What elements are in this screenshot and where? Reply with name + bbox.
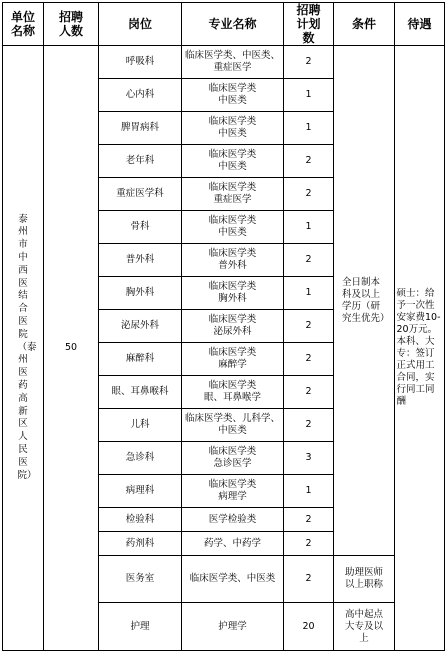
post-cell: 麻醉科: [99, 343, 182, 376]
major-cell: 临床医学类、儿科学、中医类: [182, 409, 284, 442]
post-cell: 胸外科: [99, 277, 182, 310]
major-cell: 临床医学类 中医类: [182, 211, 284, 244]
post-cell: 药剂科: [99, 532, 182, 556]
major-cell: 临床医学类 病理学: [182, 475, 284, 508]
post-cell: 心内科: [99, 79, 182, 112]
post-cell: 儿科: [99, 409, 182, 442]
plan-cell: 2: [284, 409, 334, 442]
recruitment-table: [2, 2, 445, 651]
plan-cell: 2: [284, 508, 334, 532]
major-cell: 临床医学类 泌尿外科: [182, 310, 284, 343]
post-cell: 病理科: [99, 475, 182, 508]
post-cell: 脾胃病科: [99, 112, 182, 145]
major-cell: 临床医学类 普外科: [182, 244, 284, 277]
major-cell: 临床医学类、中医类、重症医学: [182, 46, 284, 79]
major-cell: 临床医学类 中医类: [182, 112, 284, 145]
header-treatment: 待遇: [395, 3, 445, 46]
post-cell: 急诊科: [99, 442, 182, 475]
header-major: 专业名称: [182, 3, 284, 46]
condition-clinic-cell: 助理医师以上职称: [334, 556, 395, 603]
plan-cell: 1: [284, 112, 334, 145]
plan-cell: 1: [284, 79, 334, 112]
condition-nursing-cell: 高中起点大专及以上: [334, 603, 395, 651]
plan-cell: 1: [284, 475, 334, 508]
plan-cell: 1: [284, 211, 334, 244]
header-unit: 单位名称: [3, 3, 44, 46]
post-cell: 普外科: [99, 244, 182, 277]
plan-cell: 20: [284, 603, 334, 651]
plan-cell: 2: [284, 46, 334, 79]
plan-cell: 2: [284, 556, 334, 603]
major-cell: 临床医学类、中医类: [182, 556, 284, 603]
post-cell: 重症医学科: [99, 178, 182, 211]
header-recruit: 招聘人数: [44, 3, 99, 46]
plan-cell: 2: [284, 310, 334, 343]
recruit-total-cell: 50: [44, 46, 99, 651]
plan-cell: 2: [284, 376, 334, 409]
plan-cell: 2: [284, 145, 334, 178]
post-cell: 检验科: [99, 508, 182, 532]
post-cell: 泌尿外科: [99, 310, 182, 343]
unit-name-cell: 泰州市中西医结合医院（泰州医药高新区人民医院）: [3, 46, 44, 651]
major-cell: 医学检验类: [182, 508, 284, 532]
plan-cell: 2: [284, 343, 334, 376]
major-cell: 临床医学类 急诊医学: [182, 442, 284, 475]
post-cell: 呼吸科: [99, 46, 182, 79]
major-cell: 临床医学类 重症医学: [182, 178, 284, 211]
plan-cell: 1: [284, 277, 334, 310]
header-condition: 条件: [334, 3, 395, 46]
major-cell: 临床医学类 中医类: [182, 79, 284, 112]
major-cell: 护理学: [182, 603, 284, 651]
major-cell: 临床医学类 胸外科: [182, 277, 284, 310]
post-cell: 眼、耳鼻喉科: [99, 376, 182, 409]
plan-cell: 2: [284, 244, 334, 277]
treatment-cell: 硕士：给予一次性安家费10-20万元。本科、大专：签订正式用工合同，实行同工同酬: [395, 46, 445, 651]
major-cell: 临床医学类 中医类: [182, 145, 284, 178]
header-post: 岗位: [99, 3, 182, 46]
plan-cell: 2: [284, 178, 334, 211]
post-cell: 护理: [99, 603, 182, 651]
plan-cell: 3: [284, 442, 334, 475]
post-cell: 医务室: [99, 556, 182, 603]
plan-cell: 2: [284, 532, 334, 556]
major-cell: 临床医学类 眼、耳鼻喉学: [182, 376, 284, 409]
post-cell: 骨科: [99, 211, 182, 244]
major-cell: 临床医学类 麻醉学: [182, 343, 284, 376]
major-cell: 药学、中药学: [182, 532, 284, 556]
condition-main-cell: 全日制本科及以上学历（研究生优先）: [334, 46, 395, 556]
post-cell: 老年科: [99, 145, 182, 178]
header-plan: 招聘计划数: [284, 3, 334, 46]
